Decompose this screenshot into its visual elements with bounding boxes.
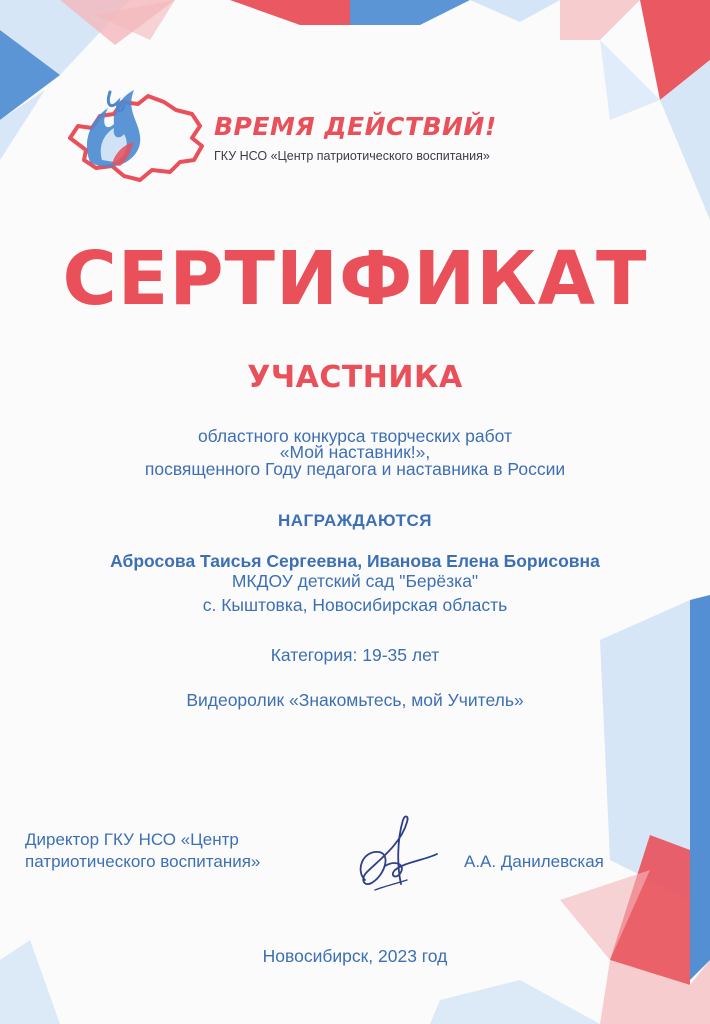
awarded-label: НАГРАЖДАЮТСЯ xyxy=(277,511,433,530)
handwritten-signature xyxy=(345,810,445,900)
region-flame-logo xyxy=(52,80,212,190)
signatory-position xyxy=(25,829,260,873)
certificate-subtitle: УЧАСТНИКА xyxy=(247,360,463,395)
contest-line-2: «Мой наставник!», xyxy=(279,442,431,462)
recipient-names: Абросова Таисья Сергеевна, Иванова Елена Борисовна xyxy=(110,551,600,571)
signatory-name: А.А. Данилевская xyxy=(464,852,604,871)
contest-line-1: областного конкурса творческих работ xyxy=(197,426,513,446)
work-title: Видеоролик «Знакомьтесь, мой Учитель» xyxy=(186,690,524,710)
signatory-position-line-2: патриотического воспитания» xyxy=(25,852,261,871)
signatory-position-line-1: Директор ГКУ НСО «Центр xyxy=(25,830,239,849)
certificate-title: СЕРТИФИКАТ xyxy=(62,236,648,322)
city-year: Новосибирск, 2023 год xyxy=(262,946,448,966)
brand-subtitle: ГКУ НСО «Центр патриотического воспитания» xyxy=(214,149,490,163)
contest-line-3: посвященного Году педагога и наставника в России xyxy=(144,459,566,479)
brand-title: ВРЕМЯ ДЕЙСТВИЙ! xyxy=(214,112,497,141)
category-label: Категория: 19-35 лет xyxy=(270,645,440,665)
recipient-organization: МКДОУ детский сад "Берёзка" xyxy=(231,571,479,591)
recipient-location: с. Кыштовка, Новосибирская область xyxy=(202,595,508,615)
